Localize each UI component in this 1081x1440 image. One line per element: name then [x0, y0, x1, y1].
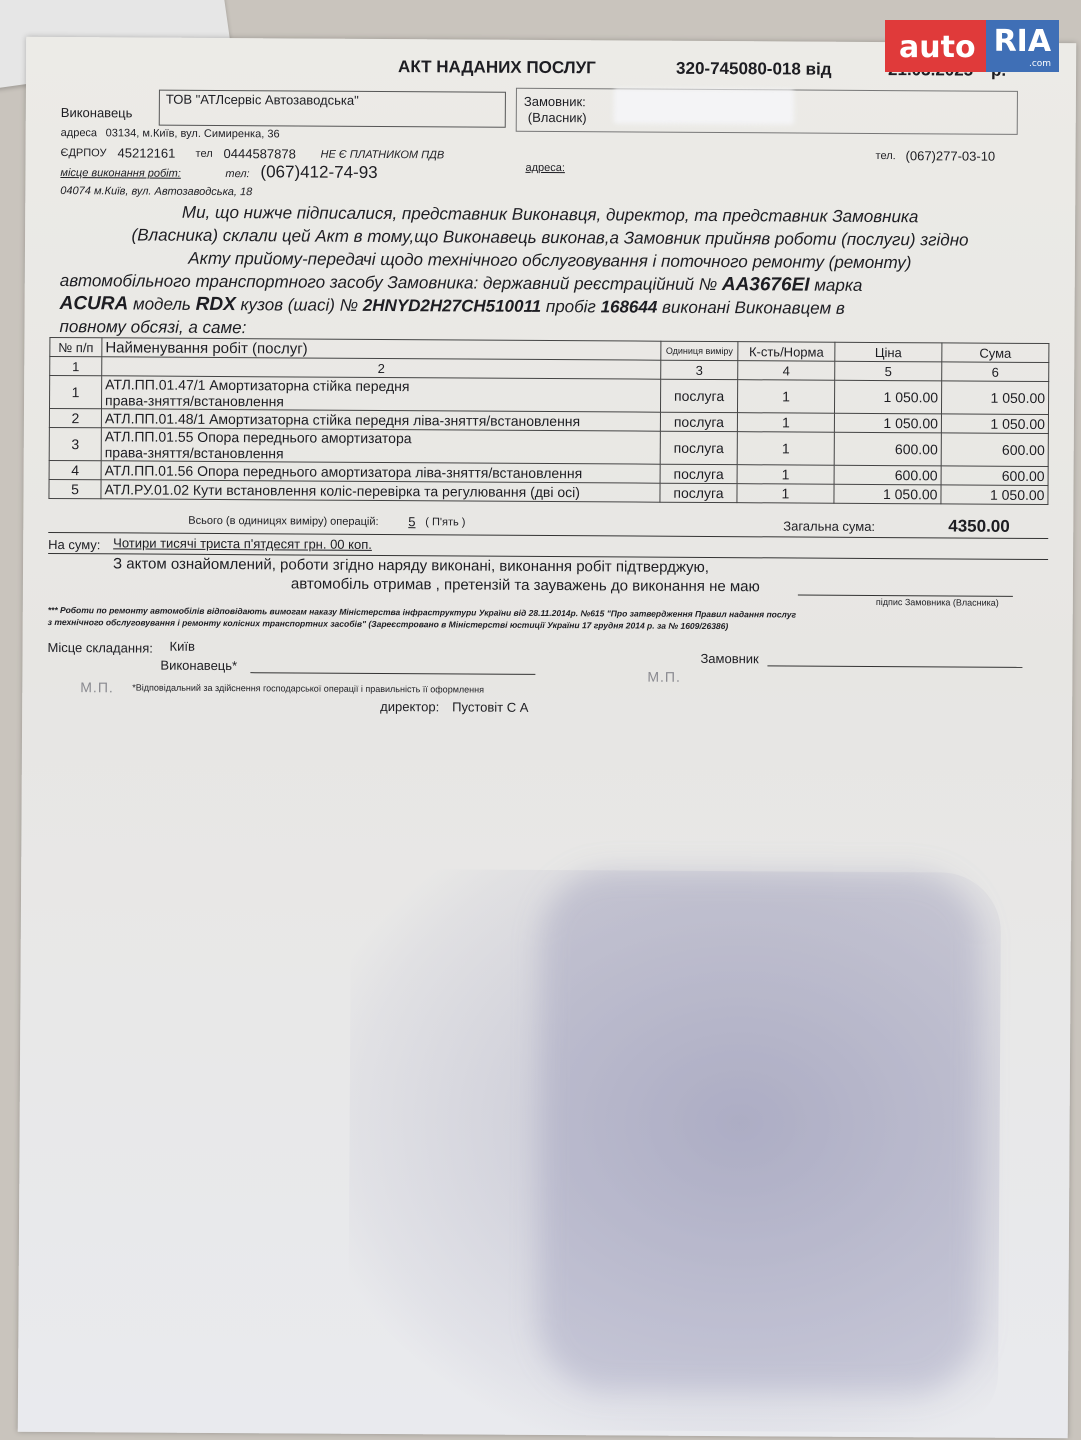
total-sum-value: 4350.00 [948, 516, 1010, 536]
customer-name-redacted [614, 88, 794, 124]
customer-label-owner: (Власник) [527, 109, 587, 126]
row-name-line-2: права-зняття/встановлення [105, 392, 284, 410]
total-sum-label: Загальна сума: [783, 518, 876, 534]
row-name [101, 428, 660, 464]
header-qty: К-сть/Норма [738, 342, 835, 362]
row-num: 5 [49, 479, 101, 498]
amount-words: Чотири тисячі триста п'ятдесят грн. 00 коп. [113, 535, 372, 552]
customer-stamp-mark: М.П. [647, 668, 681, 685]
row-num: 4 [49, 460, 101, 479]
row-name-line-1: АТЛ.ПП.01.47/1 Амортизаторна стійка передня [105, 376, 410, 395]
responsible-note: *Відповідальний за здійснення господарської операції і правильність її оформлення [132, 682, 485, 695]
autoria-logo-auto: auto [885, 20, 986, 72]
intro-line-2: (Власника) склали цей Акт в тому,що Виконавець виконав,а Замовник прийняв роботи (послуги) згідно [131, 225, 969, 250]
col-number: 5 [835, 361, 942, 381]
header-name: Найменування робіт (послуг) [102, 338, 661, 360]
director-label: директор: [380, 698, 440, 715]
executor-tel-label: тел [195, 147, 213, 160]
row-qty: 1 [737, 484, 834, 504]
row-unit: послуга [660, 412, 737, 431]
acknowledgement-line-1: З актом ознайомлений, роботи згідно наряду виконані, виконання робіт підтверджую, [113, 555, 710, 576]
row-sum: 1 050.00 [941, 381, 1048, 415]
col-number: 4 [738, 361, 835, 381]
header-num: № п/п [50, 337, 102, 356]
row-price: 1 050.00 [834, 380, 941, 414]
autoria-logo-domain: .com [1028, 58, 1052, 69]
header-price: Ціна [835, 342, 942, 362]
table-row [50, 375, 1049, 414]
row-num: 1 [50, 375, 102, 408]
intro-line-5-suffix: виконані Виконавцем в [662, 297, 845, 318]
row-name: АТЛ.ПП.01.48/1 Амортизаторна стійка передня ліва-зняття/встановлення [101, 409, 660, 431]
vin-label: кузов (шасі) № [240, 295, 359, 315]
vin-number: 2HNYD2H27CH510011 [362, 295, 542, 316]
customer-tel: (067)277-03-10 [905, 148, 996, 164]
row-unit: послуга [660, 464, 737, 483]
mileage-label: пробіг [545, 296, 596, 317]
row-qty: 1 [737, 465, 834, 485]
intro-paragraph [59, 200, 1040, 344]
row-name-line-2: права-зняття/встановлення [104, 444, 284, 462]
row-sum: 600.00 [941, 466, 1048, 486]
regulation-note-line-1: *** Роботи по ремонту автомобілів відповідають вимогам наказу Міністерства інфраструктури України від 28.11.2014р. №615 "Про затвердження Правил надання послуг [47, 604, 797, 620]
intro-line-4-prefix: автомобільного транспортного засобу Замовника: державний реєстраційний № [59, 271, 718, 295]
executor-name: ТОВ "АТЛсервіс Автозаводська" [165, 91, 359, 108]
row-sum: 1 050.00 [941, 485, 1048, 505]
intro-line-1: Ми, що нижче підписалися, представник Виконавця, директор, та представник Замовника [181, 202, 919, 227]
reg-number: AA3676EI [721, 274, 810, 296]
executor-address-label: адреса [60, 127, 98, 140]
total-ops-value: 5 [408, 514, 416, 530]
header-unit: Одиниця виміру [661, 341, 738, 360]
intro-line-6: повному обсязі, а саме: [59, 317, 247, 338]
row-sum: 600.00 [941, 433, 1048, 467]
col-number: 3 [661, 360, 738, 379]
edrpou-value: 45212161 [117, 145, 176, 161]
row-unit: послуга [660, 483, 737, 502]
col-number: 2 [102, 357, 661, 379]
row-num: 2 [49, 408, 101, 427]
acknowledgement-line-2: автомобіль отримав , претензій та зауважень до виконання не маю [290, 575, 760, 596]
vat-note: НЕ Є ПЛАТНИКОМ ПДВ [320, 148, 445, 162]
vehicle-make: ACURA [59, 293, 129, 315]
row-name-line-1: АТЛ.ПП.01.55 Опора переднього амортизатора [104, 428, 412, 447]
autoria-logo-ria-text: RIA [993, 23, 1052, 59]
row-price: 600.00 [834, 465, 941, 485]
customer-address-label: адреса: [525, 161, 565, 175]
place-label: Місце складання: [47, 639, 153, 656]
total-ops-words: ( П'ять ) [425, 516, 466, 529]
row-name [101, 376, 660, 412]
autoria-watermark [885, 20, 1059, 72]
row-name: АТЛ.РУ.01.02 Кути встановлення коліс-перевірка та регулювання (дві осі) [101, 480, 660, 502]
table-row [49, 427, 1048, 466]
executor-sign-label: Виконавець* [160, 657, 238, 674]
row-qty: 1 [737, 413, 834, 433]
col-number: 1 [50, 356, 102, 375]
executor-address: 03134, м.Київ, вул. Симиренка, 36 [105, 127, 280, 141]
customer-sign-line [767, 665, 1022, 668]
regulation-note-line-2: з технічного обслуговування і ремонту колісних транспортних засобів" (Зареєстровано в Міністерстві юстиції України 17 грудня 2014 р. за № 1609/26386) [47, 616, 729, 632]
row-price: 1 050.00 [834, 413, 941, 433]
executor-label: Виконавець [60, 105, 133, 121]
document-title: АКТ НАДАНИХ ПОСЛУГ [398, 57, 596, 78]
row-price: 1 050.00 [834, 484, 941, 504]
service-act-document [18, 37, 1077, 1438]
work-address: 04074 м.Київ, вул. Автозаводська, 18 [60, 185, 253, 199]
row-unit: послуга [660, 431, 737, 464]
row-qty: 1 [737, 380, 834, 414]
executor-tel: 0444587878 [223, 146, 296, 162]
col-number: 6 [942, 362, 1049, 382]
edrpou-label: ЄДРПОУ [60, 147, 107, 160]
works-table [48, 337, 1049, 505]
model-label: модель [132, 294, 191, 314]
photo-shadow-hand [538, 870, 981, 1393]
vehicle-model: RDX [195, 293, 236, 316]
row-num: 3 [49, 427, 101, 460]
total-ops-label: Всього (в одиницях виміру) операцій: [188, 514, 379, 528]
place-value: Київ [169, 638, 195, 654]
autoria-logo-ria [986, 20, 1059, 72]
amount-words-label: На суму: [48, 536, 101, 553]
executor-signature-line [250, 672, 535, 675]
work-place-label: місце виконання робіт: [60, 167, 181, 180]
intro-line-3: Акту прийому-передачі щодо технічного обслуговування і поточного ремонту (ремонту) [188, 248, 912, 273]
customer-signature-caption: підпис Замовника (Власника) [875, 597, 999, 608]
mileage-value: 168644 [600, 297, 658, 317]
row-qty: 1 [737, 432, 834, 466]
row-price: 600.00 [834, 432, 941, 466]
make-label: марка [814, 275, 863, 295]
header-sum: Сума [942, 343, 1049, 363]
customer-sign-label: Замовник [700, 650, 759, 667]
work-tel: (067)412-74-93 [260, 162, 378, 182]
customer-label: Замовник: [523, 93, 586, 110]
work-tel-label: тел: [225, 168, 250, 181]
executor-stamp-mark: М.П. [80, 679, 114, 696]
director-name: Пустовіт С А [452, 699, 529, 715]
row-unit: послуга [660, 379, 737, 412]
document-number: 320-745080-018 від [676, 58, 832, 79]
row-name: АТЛ.ПП.01.56 Опора переднього амортизатора ліва-зняття/встановлення [101, 461, 660, 483]
row-sum: 1 050.00 [941, 414, 1048, 434]
customer-tel-label: тел. [875, 149, 896, 163]
